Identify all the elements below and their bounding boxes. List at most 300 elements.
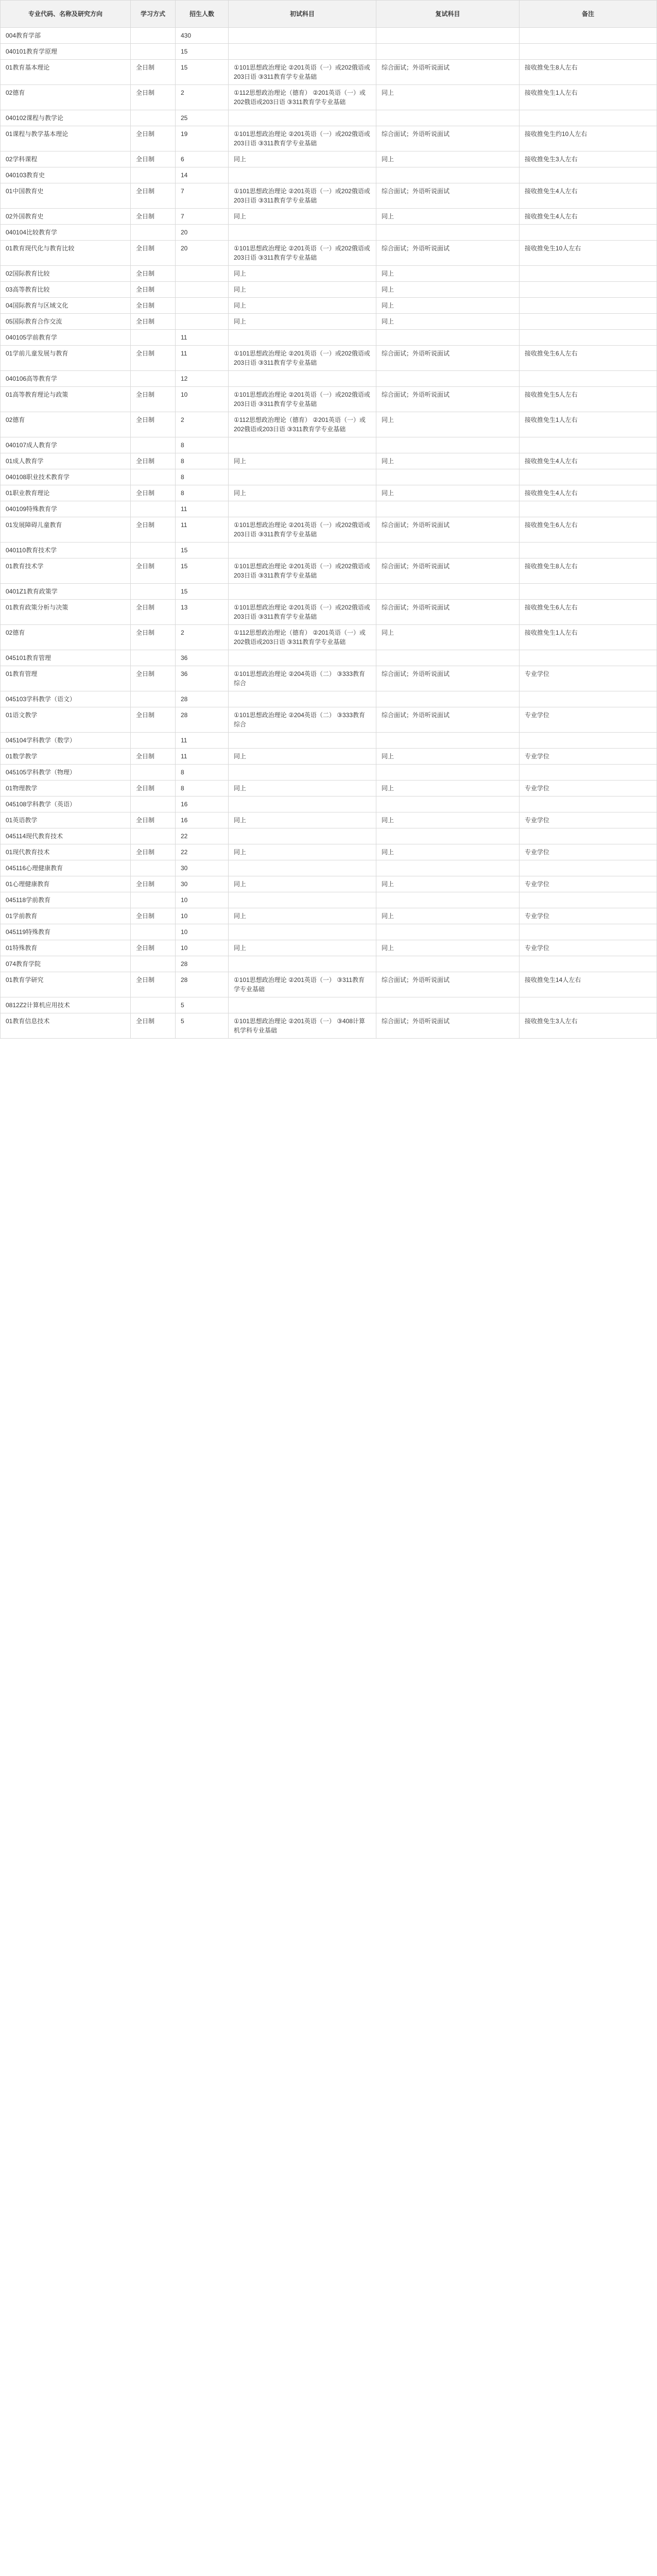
cell-initial-exam bbox=[229, 371, 376, 387]
cell-retest: 综合面试；外语听说面试 bbox=[376, 517, 520, 543]
cell-study-mode: 全日制 bbox=[131, 85, 176, 110]
cell-major: 01成人教育学 bbox=[1, 453, 131, 469]
cell-notes: 专业学位 bbox=[520, 908, 657, 924]
cell-retest: 同上 bbox=[376, 209, 520, 225]
admissions-table bbox=[0, 0, 657, 1039]
cell-initial-exam: 同上 bbox=[229, 781, 376, 796]
cell-enrollment: 15 bbox=[176, 558, 229, 584]
cell-major: 040105学前教育学 bbox=[1, 330, 131, 346]
cell-major: 01教育基本理论 bbox=[1, 60, 131, 85]
cell-initial-exam bbox=[229, 225, 376, 241]
cell-major: 04国际教育与区域文化 bbox=[1, 298, 131, 314]
cell-notes bbox=[520, 501, 657, 517]
cell-study-mode bbox=[131, 828, 176, 844]
cell-retest bbox=[376, 956, 520, 972]
cell-retest: 同上 bbox=[376, 908, 520, 924]
cell-retest: 同上 bbox=[376, 314, 520, 330]
cell-enrollment: 8 bbox=[176, 453, 229, 469]
cell-initial-exam: ①112思想政治理论（德育） ②201英语（一）或202俄语或203日语 ③311教育学专业基础 bbox=[229, 625, 376, 650]
cell-notes bbox=[520, 44, 657, 60]
cell-retest: 同上 bbox=[376, 412, 520, 437]
cell-notes: 接收推免生4人左右 bbox=[520, 209, 657, 225]
table-row bbox=[1, 225, 657, 241]
cell-study-mode: 全日制 bbox=[131, 876, 176, 892]
cell-retest: 综合面试；外语听说面试 bbox=[376, 558, 520, 584]
cell-major: 02国际教育比较 bbox=[1, 266, 131, 282]
cell-initial-exam bbox=[229, 437, 376, 453]
cell-major: 01课程与教学基本理论 bbox=[1, 126, 131, 151]
table-row bbox=[1, 749, 657, 765]
cell-major: 01语文教学 bbox=[1, 707, 131, 733]
cell-major: 074教育学院 bbox=[1, 956, 131, 972]
cell-major: 01教育学研究 bbox=[1, 972, 131, 997]
cell-study-mode: 全日制 bbox=[131, 781, 176, 796]
cell-study-mode bbox=[131, 733, 176, 749]
cell-notes bbox=[520, 924, 657, 940]
cell-study-mode bbox=[131, 997, 176, 1013]
cell-study-mode: 全日制 bbox=[131, 241, 176, 266]
cell-retest: 同上 bbox=[376, 282, 520, 298]
table-row bbox=[1, 330, 657, 346]
cell-retest bbox=[376, 924, 520, 940]
cell-enrollment: 15 bbox=[176, 584, 229, 600]
cell-initial-exam: ①101思想政治理论 ②201英语（一） ③311教育学专业基础 bbox=[229, 972, 376, 997]
cell-study-mode: 全日制 bbox=[131, 314, 176, 330]
cell-enrollment: 8 bbox=[176, 781, 229, 796]
cell-study-mode bbox=[131, 110, 176, 126]
cell-initial-exam: ①112思想政治理论（德育） ②201英语（一）或202俄语或203日语 ③311教育学专业基础 bbox=[229, 85, 376, 110]
cell-initial-exam bbox=[229, 650, 376, 666]
table-row bbox=[1, 437, 657, 453]
cell-enrollment: 30 bbox=[176, 860, 229, 876]
cell-initial-exam bbox=[229, 733, 376, 749]
cell-enrollment: 10 bbox=[176, 940, 229, 956]
cell-major: 01发展障碍儿童教育 bbox=[1, 517, 131, 543]
cell-major: 01数学教学 bbox=[1, 749, 131, 765]
table-row bbox=[1, 828, 657, 844]
cell-notes: 接收推免生3人左右 bbox=[520, 151, 657, 167]
cell-retest bbox=[376, 167, 520, 183]
table-row bbox=[1, 924, 657, 940]
cell-enrollment: 25 bbox=[176, 110, 229, 126]
table-row bbox=[1, 625, 657, 650]
cell-study-mode: 全日制 bbox=[131, 749, 176, 765]
header-notes: 备注 bbox=[520, 1, 657, 28]
cell-major: 045101教育管理 bbox=[1, 650, 131, 666]
cell-retest bbox=[376, 584, 520, 600]
table-row bbox=[1, 167, 657, 183]
cell-notes: 专业学位 bbox=[520, 666, 657, 691]
cell-enrollment: 28 bbox=[176, 691, 229, 707]
cell-study-mode: 全日制 bbox=[131, 282, 176, 298]
cell-notes: 专业学位 bbox=[520, 844, 657, 860]
cell-study-mode bbox=[131, 956, 176, 972]
header-initial-exam: 初试科目 bbox=[229, 1, 376, 28]
cell-notes: 接收推免生4人左右 bbox=[520, 453, 657, 469]
cell-retest: 综合面试；外语听说面试 bbox=[376, 387, 520, 412]
cell-initial-exam bbox=[229, 828, 376, 844]
cell-initial-exam bbox=[229, 924, 376, 940]
cell-study-mode: 全日制 bbox=[131, 558, 176, 584]
cell-notes: 接收推免生8人左右 bbox=[520, 60, 657, 85]
cell-initial-exam: 同上 bbox=[229, 298, 376, 314]
table-row bbox=[1, 691, 657, 707]
cell-enrollment: 20 bbox=[176, 225, 229, 241]
cell-major: 040101教育学原理 bbox=[1, 44, 131, 60]
cell-enrollment: 19 bbox=[176, 126, 229, 151]
cell-enrollment: 14 bbox=[176, 167, 229, 183]
cell-notes bbox=[520, 437, 657, 453]
cell-retest: 综合面试；外语听说面试 bbox=[376, 707, 520, 733]
cell-initial-exam: ①101思想政治理论 ②201英语（一） ③408计算机学科专业基础 bbox=[229, 1013, 376, 1039]
table-row bbox=[1, 126, 657, 151]
cell-major: 0812Z2计算机应用技术 bbox=[1, 997, 131, 1013]
cell-notes: 专业学位 bbox=[520, 940, 657, 956]
table-row bbox=[1, 44, 657, 60]
cell-study-mode: 全日制 bbox=[131, 972, 176, 997]
cell-enrollment: 28 bbox=[176, 707, 229, 733]
cell-notes: 接收推免生1人左右 bbox=[520, 625, 657, 650]
table-row bbox=[1, 600, 657, 625]
cell-retest bbox=[376, 501, 520, 517]
table-row bbox=[1, 28, 657, 44]
cell-study-mode bbox=[131, 584, 176, 600]
cell-initial-exam: ①112思想政治理论（德育） ②201英语（一）或202俄语或203日语 ③311教育学专业基础 bbox=[229, 412, 376, 437]
table-row bbox=[1, 517, 657, 543]
cell-retest: 综合面试；外语听说面试 bbox=[376, 60, 520, 85]
table-row bbox=[1, 183, 657, 209]
cell-notes: 接收推免生3人左右 bbox=[520, 1013, 657, 1039]
cell-enrollment: 11 bbox=[176, 749, 229, 765]
cell-initial-exam bbox=[229, 796, 376, 812]
cell-initial-exam bbox=[229, 997, 376, 1013]
cell-enrollment: 2 bbox=[176, 412, 229, 437]
cell-enrollment: 16 bbox=[176, 812, 229, 828]
cell-retest bbox=[376, 371, 520, 387]
cell-notes: 专业学位 bbox=[520, 707, 657, 733]
table-row bbox=[1, 209, 657, 225]
cell-study-mode: 全日制 bbox=[131, 298, 176, 314]
cell-major: 040103教育史 bbox=[1, 167, 131, 183]
cell-major: 01中国教育史 bbox=[1, 183, 131, 209]
cell-notes bbox=[520, 796, 657, 812]
cell-enrollment: 15 bbox=[176, 543, 229, 558]
cell-enrollment bbox=[176, 298, 229, 314]
table-row bbox=[1, 733, 657, 749]
cell-enrollment: 10 bbox=[176, 924, 229, 940]
cell-retest: 同上 bbox=[376, 940, 520, 956]
cell-study-mode: 全日制 bbox=[131, 844, 176, 860]
cell-study-mode: 全日制 bbox=[131, 453, 176, 469]
cell-enrollment: 2 bbox=[176, 625, 229, 650]
table-body bbox=[1, 28, 657, 1039]
cell-retest bbox=[376, 892, 520, 908]
table-row bbox=[1, 412, 657, 437]
table-row bbox=[1, 666, 657, 691]
cell-major: 01现代教育技术 bbox=[1, 844, 131, 860]
cell-retest: 综合面试；外语听说面试 bbox=[376, 126, 520, 151]
cell-notes: 接收推免生4人左右 bbox=[520, 485, 657, 501]
table-row bbox=[1, 85, 657, 110]
cell-retest: 同上 bbox=[376, 453, 520, 469]
cell-major: 045105学科教学（物理） bbox=[1, 765, 131, 781]
cell-enrollment bbox=[176, 314, 229, 330]
cell-initial-exam bbox=[229, 469, 376, 485]
cell-retest: 综合面试；外语听说面试 bbox=[376, 666, 520, 691]
cell-initial-exam bbox=[229, 691, 376, 707]
cell-retest: 同上 bbox=[376, 151, 520, 167]
cell-retest: 综合面试；外语听说面试 bbox=[376, 972, 520, 997]
cell-study-mode bbox=[131, 860, 176, 876]
cell-retest bbox=[376, 44, 520, 60]
cell-retest bbox=[376, 28, 520, 44]
cell-notes bbox=[520, 330, 657, 346]
cell-study-mode: 全日制 bbox=[131, 387, 176, 412]
cell-enrollment: 8 bbox=[176, 485, 229, 501]
table-row bbox=[1, 485, 657, 501]
cell-major: 040104比较教育学 bbox=[1, 225, 131, 241]
table-row bbox=[1, 282, 657, 298]
cell-notes: 接收推免生6人左右 bbox=[520, 517, 657, 543]
cell-notes bbox=[520, 314, 657, 330]
cell-notes bbox=[520, 469, 657, 485]
cell-major: 01教育信息技术 bbox=[1, 1013, 131, 1039]
cell-enrollment: 20 bbox=[176, 241, 229, 266]
cell-notes bbox=[520, 860, 657, 876]
cell-retest: 综合面试；外语听说面试 bbox=[376, 183, 520, 209]
cell-retest: 同上 bbox=[376, 625, 520, 650]
cell-major: 040109特殊教育学 bbox=[1, 501, 131, 517]
cell-initial-exam bbox=[229, 28, 376, 44]
cell-notes bbox=[520, 298, 657, 314]
cell-enrollment: 13 bbox=[176, 600, 229, 625]
cell-enrollment: 30 bbox=[176, 876, 229, 892]
cell-enrollment: 15 bbox=[176, 60, 229, 85]
cell-major: 045118学前教育 bbox=[1, 892, 131, 908]
cell-notes: 接收推免生1人左右 bbox=[520, 412, 657, 437]
cell-notes: 接收推免生6人左右 bbox=[520, 600, 657, 625]
cell-study-mode: 全日制 bbox=[131, 266, 176, 282]
cell-notes: 专业学位 bbox=[520, 876, 657, 892]
cell-retest: 同上 bbox=[376, 485, 520, 501]
cell-notes bbox=[520, 110, 657, 126]
cell-notes bbox=[520, 584, 657, 600]
cell-major: 01教育技术学 bbox=[1, 558, 131, 584]
cell-retest bbox=[376, 733, 520, 749]
cell-retest bbox=[376, 650, 520, 666]
cell-retest bbox=[376, 543, 520, 558]
cell-enrollment: 11 bbox=[176, 517, 229, 543]
table-row bbox=[1, 892, 657, 908]
cell-enrollment: 8 bbox=[176, 469, 229, 485]
cell-study-mode bbox=[131, 691, 176, 707]
table-row bbox=[1, 707, 657, 733]
cell-enrollment: 22 bbox=[176, 828, 229, 844]
cell-retest: 同上 bbox=[376, 85, 520, 110]
table-row bbox=[1, 781, 657, 796]
cell-enrollment: 7 bbox=[176, 183, 229, 209]
cell-initial-exam bbox=[229, 543, 376, 558]
cell-initial-exam bbox=[229, 860, 376, 876]
cell-major: 040106高等教育学 bbox=[1, 371, 131, 387]
cell-major: 01教育现代化与教育比较 bbox=[1, 241, 131, 266]
cell-notes: 专业学位 bbox=[520, 781, 657, 796]
cell-retest bbox=[376, 997, 520, 1013]
cell-notes bbox=[520, 828, 657, 844]
table-row bbox=[1, 387, 657, 412]
cell-enrollment bbox=[176, 266, 229, 282]
table-row bbox=[1, 972, 657, 997]
cell-initial-exam: ①101思想政治理论 ②201英语（一）或202俄语或203日语 ③311教育学专业基础 bbox=[229, 517, 376, 543]
cell-study-mode bbox=[131, 650, 176, 666]
table-row bbox=[1, 241, 657, 266]
cell-study-mode bbox=[131, 543, 176, 558]
table-row bbox=[1, 765, 657, 781]
table-row bbox=[1, 584, 657, 600]
cell-enrollment: 6 bbox=[176, 151, 229, 167]
table-row bbox=[1, 266, 657, 282]
cell-enrollment: 8 bbox=[176, 437, 229, 453]
cell-study-mode: 全日制 bbox=[131, 209, 176, 225]
cell-initial-exam: 同上 bbox=[229, 812, 376, 828]
cell-notes: 专业学位 bbox=[520, 749, 657, 765]
cell-study-mode bbox=[131, 924, 176, 940]
table-row bbox=[1, 997, 657, 1013]
cell-notes bbox=[520, 28, 657, 44]
table-row bbox=[1, 314, 657, 330]
cell-initial-exam: ①101思想政治理论 ②201英语（一）或202俄语或203日语 ③311教育学专业基础 bbox=[229, 558, 376, 584]
cell-initial-exam: ①101思想政治理论 ②201英语（一）或202俄语或203日语 ③311教育学专业基础 bbox=[229, 183, 376, 209]
cell-major: 02德育 bbox=[1, 412, 131, 437]
cell-initial-exam: ①101思想政治理论 ②201英语（一）或202俄语或203日语 ③311教育学专业基础 bbox=[229, 126, 376, 151]
cell-notes bbox=[520, 650, 657, 666]
table-row bbox=[1, 812, 657, 828]
cell-initial-exam: ①101思想政治理论 ②201英语（一）或202俄语或203日语 ③311教育学专业基础 bbox=[229, 60, 376, 85]
cell-retest bbox=[376, 469, 520, 485]
cell-study-mode: 全日制 bbox=[131, 625, 176, 650]
cell-notes bbox=[520, 733, 657, 749]
cell-notes bbox=[520, 225, 657, 241]
cell-major: 01学前教育 bbox=[1, 908, 131, 924]
cell-notes: 接收推免生10人左右 bbox=[520, 241, 657, 266]
cell-initial-exam: 同上 bbox=[229, 266, 376, 282]
cell-initial-exam bbox=[229, 44, 376, 60]
cell-major: 01教育政策分析与决策 bbox=[1, 600, 131, 625]
cell-retest: 同上 bbox=[376, 298, 520, 314]
cell-notes bbox=[520, 997, 657, 1013]
cell-notes: 接收推免生8人左右 bbox=[520, 558, 657, 584]
cell-notes bbox=[520, 266, 657, 282]
cell-enrollment: 11 bbox=[176, 346, 229, 371]
cell-retest bbox=[376, 330, 520, 346]
table-row bbox=[1, 796, 657, 812]
cell-major: 02德育 bbox=[1, 85, 131, 110]
cell-major: 045119特殊教育 bbox=[1, 924, 131, 940]
cell-study-mode bbox=[131, 371, 176, 387]
cell-major: 040107成人教育学 bbox=[1, 437, 131, 453]
cell-enrollment: 22 bbox=[176, 844, 229, 860]
header-major: 专业代码、名称及研究方向 bbox=[1, 1, 131, 28]
table-row bbox=[1, 469, 657, 485]
cell-study-mode bbox=[131, 765, 176, 781]
cell-study-mode: 全日制 bbox=[131, 485, 176, 501]
cell-study-mode: 全日制 bbox=[131, 517, 176, 543]
cell-enrollment: 7 bbox=[176, 209, 229, 225]
cell-study-mode: 全日制 bbox=[131, 812, 176, 828]
cell-retest: 同上 bbox=[376, 266, 520, 282]
cell-major: 01物理教学 bbox=[1, 781, 131, 796]
table-row bbox=[1, 346, 657, 371]
cell-initial-exam: 同上 bbox=[229, 908, 376, 924]
cell-notes bbox=[520, 167, 657, 183]
cell-major: 01学前儿童发展与教育 bbox=[1, 346, 131, 371]
cell-retest: 综合面试；外语听说面试 bbox=[376, 1013, 520, 1039]
cell-major: 03高等教育比较 bbox=[1, 282, 131, 298]
cell-initial-exam: 同上 bbox=[229, 876, 376, 892]
cell-retest: 综合面试；外语听说面试 bbox=[376, 241, 520, 266]
cell-enrollment: 28 bbox=[176, 956, 229, 972]
cell-study-mode: 全日制 bbox=[131, 346, 176, 371]
cell-study-mode: 全日制 bbox=[131, 600, 176, 625]
cell-study-mode: 全日制 bbox=[131, 60, 176, 85]
cell-retest: 同上 bbox=[376, 812, 520, 828]
cell-retest bbox=[376, 691, 520, 707]
cell-enrollment bbox=[176, 282, 229, 298]
cell-major: 045103学科教学（语文） bbox=[1, 691, 131, 707]
table-row bbox=[1, 1013, 657, 1039]
cell-study-mode: 全日制 bbox=[131, 183, 176, 209]
cell-major: 01英语教学 bbox=[1, 812, 131, 828]
table-row bbox=[1, 543, 657, 558]
table-row bbox=[1, 298, 657, 314]
cell-notes bbox=[520, 956, 657, 972]
table-row bbox=[1, 876, 657, 892]
cell-enrollment: 10 bbox=[176, 892, 229, 908]
cell-initial-exam: ①101思想政治理论 ②201英语（一）或202俄语或203日语 ③311教育学专业基础 bbox=[229, 387, 376, 412]
cell-retest: 综合面试；外语听说面试 bbox=[376, 600, 520, 625]
cell-initial-exam: 同上 bbox=[229, 453, 376, 469]
cell-initial-exam: ①101思想政治理论 ②204英语（二） ③333教育综合 bbox=[229, 707, 376, 733]
cell-enrollment: 28 bbox=[176, 972, 229, 997]
cell-retest: 同上 bbox=[376, 749, 520, 765]
cell-notes bbox=[520, 691, 657, 707]
cell-study-mode bbox=[131, 225, 176, 241]
cell-study-mode bbox=[131, 796, 176, 812]
cell-enrollment: 36 bbox=[176, 650, 229, 666]
cell-major: 01高等教育理论与政策 bbox=[1, 387, 131, 412]
cell-initial-exam bbox=[229, 330, 376, 346]
cell-major: 01教育管理 bbox=[1, 666, 131, 691]
cell-major: 02外国教育史 bbox=[1, 209, 131, 225]
cell-notes: 接收推免生1人左右 bbox=[520, 85, 657, 110]
cell-initial-exam: ①101思想政治理论 ②201英语（一）或202俄语或203日语 ③311教育学专业基础 bbox=[229, 241, 376, 266]
cell-enrollment: 15 bbox=[176, 44, 229, 60]
cell-enrollment: 5 bbox=[176, 997, 229, 1013]
cell-notes bbox=[520, 543, 657, 558]
table-row bbox=[1, 151, 657, 167]
cell-enrollment: 430 bbox=[176, 28, 229, 44]
cell-notes bbox=[520, 892, 657, 908]
table-row bbox=[1, 650, 657, 666]
cell-notes bbox=[520, 282, 657, 298]
table-row bbox=[1, 110, 657, 126]
cell-notes bbox=[520, 371, 657, 387]
cell-study-mode: 全日制 bbox=[131, 1013, 176, 1039]
table-row bbox=[1, 558, 657, 584]
cell-initial-exam: 同上 bbox=[229, 151, 376, 167]
header-retest: 复试科目 bbox=[376, 1, 520, 28]
cell-major: 004教育学部 bbox=[1, 28, 131, 44]
